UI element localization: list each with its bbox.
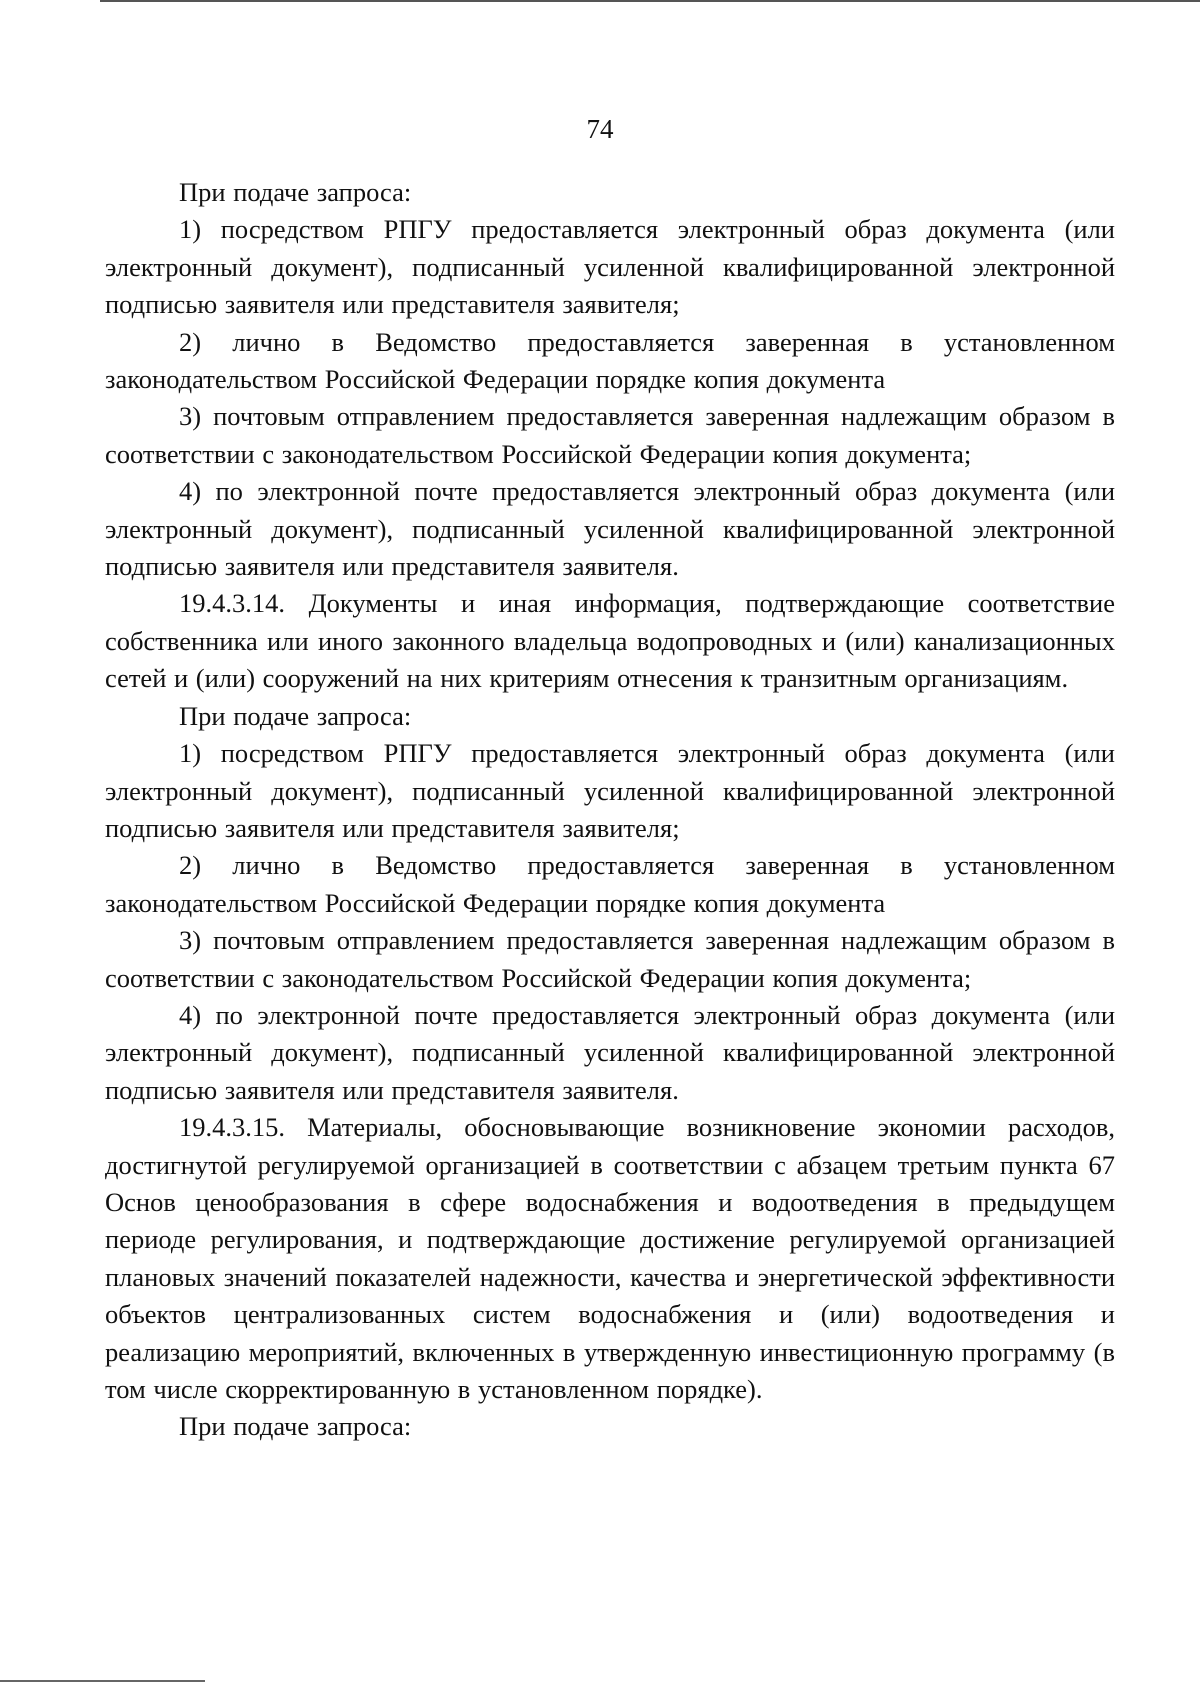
scan-border-bottom xyxy=(0,1680,205,1682)
paragraph: 4) по электронной почте предоставляется электронный образ документа (или электронный документ), подписанный усиленной квалифицированной электронной подписью заявителя или представителя заявителя. xyxy=(105,476,1115,582)
paragraph: 2) лично в Ведомство предоставляется заверенная в установленном законодательством Российской Федерации порядке копия документа xyxy=(105,850,1115,918)
paragraph: При подаче запроса: xyxy=(179,1411,412,1442)
scan-border-top xyxy=(100,0,1200,2)
paragraph: 2) лично в Ведомство предоставляется заверенная в установленном законодательством Российской Федерации порядке копия документа xyxy=(105,326,1115,395)
paragraph: 19.4.3.15. Материалы, обосновывающие возникновение экономии расходов, достигнутой регулируемой организацией в соответствии с абзацем третьим пункта 67 Основ ценообразования в сфере водоснабжения и водоотведения в предыдущем периоде регулирования, и подтверждающие достижение регулируемой организацией плановых значений показателей надежности, качества и энергетической эффективности объектов централизованных систем водоснабжения и (или) водоотведения и реализацию мероприятий, включенных в утвержденную инвестиционную программу (в том числе скорректированную в установленном порядке). xyxy=(105,1112,1115,1404)
paragraph: 1) посредством РПГУ предоставляется электронный образ документа (или электронный документ), подписанный усиленной квалифицированной электронной подписью заявителя или представителя заявителя; xyxy=(105,214,1115,320)
paragraph: 3) почтовым отправлением предоставляется заверенная надлежащим образом в соответствии с законодательством Российской Федерации копия документа; xyxy=(105,401,1115,469)
paragraph: 3) почтовым отправлением предоставляется заверенная надлежащим образом в соответствии с законодательством Российской Федерации копия документа; xyxy=(105,925,1115,993)
paragraph: 4) по электронной почте предоставляется электронный образ документа (или электронный документ), подписанный усиленной квалифицированной электронной подписью заявителя или представителя заявителя. xyxy=(105,999,1115,1105)
paragraph: При подаче запроса: xyxy=(179,177,412,207)
paragraph: 19.4.3.14. Документы и иная информация, подтверждающие соответствие собственника или иного законного владельца водопроводных и (или) канализационных сетей и (или) сооружений на них критериям отнесения к транзитным организациям. xyxy=(105,588,1115,694)
paragraph: 1) посредством РПГУ предоставляется электронный образ документа (или электронный документ), подписанный усиленной квалифицированной электронной подписью заявителя или представителя заявителя; xyxy=(105,738,1115,843)
document-body xyxy=(105,174,1115,1446)
paragraph: При подаче запроса: xyxy=(179,700,412,731)
page-number: 74 xyxy=(586,114,614,144)
